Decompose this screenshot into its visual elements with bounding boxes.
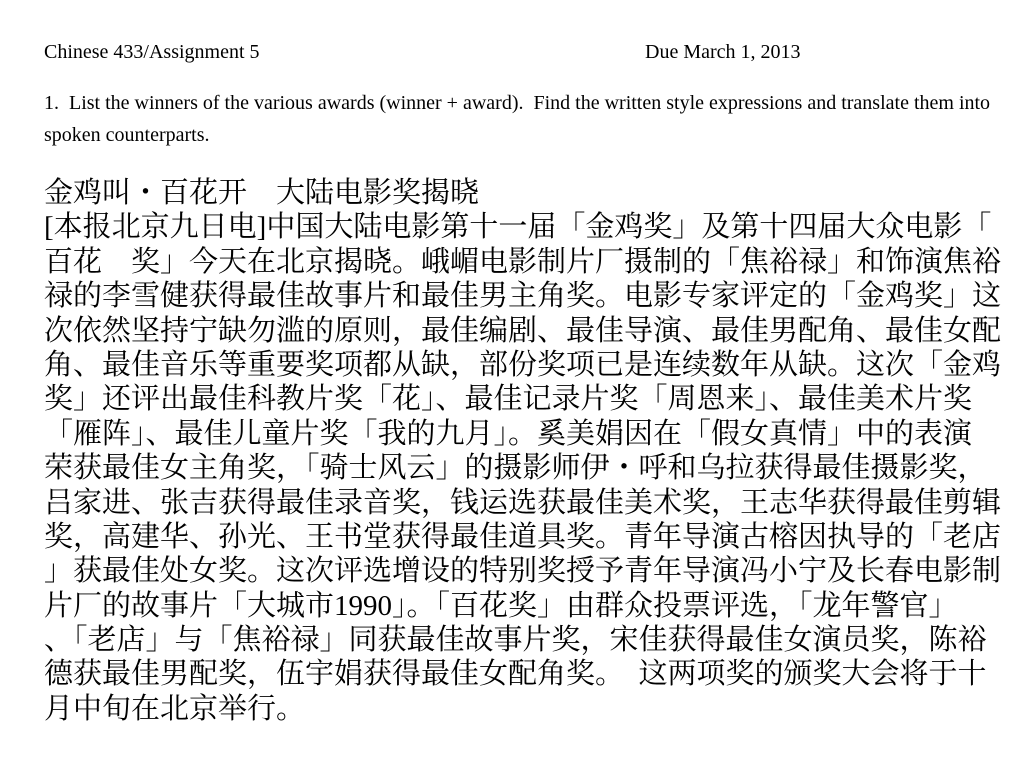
article-line: 角、最佳音乐等重要奖项都从缺，部份奖项已是连续数年从缺。这次「金鸡 (44, 348, 1002, 381)
article-line: 片厂的故事片「大城市1990」。「百花奖」由群众投票评选，「龙年警官」 (44, 589, 958, 622)
article-line: 吕家进、张吉获得最佳录音奖，钱运选获最佳美术奖，王志华获得最佳剪辑 (44, 486, 1002, 519)
due-date: Due March 1, 2013 (645, 41, 801, 63)
article-line: 月中旬在北京举行。 (44, 692, 306, 725)
header-row (44, 40, 1004, 66)
news-article (44, 176, 1016, 726)
article-line: 次依然坚持宁缺勿滥的原则，最佳编剧、最佳导演、最佳男配角、最佳女配 (44, 314, 1002, 347)
article-line: 、「老店」与「焦裕禄」同获最佳故事片奖，宋佳获得最佳女演员奖，陈裕 (44, 624, 987, 657)
article-line: 禄的李雪健获得最佳故事片和最佳男主角奖。电影专家评定的「金鸡奖」这 (44, 280, 1002, 313)
instruction-line-2: spoken counterparts. (44, 124, 210, 146)
article-line: [本报北京九日电]中国大陆电影第十一届「金鸡奖」及第十四届大众电影「 (44, 211, 992, 244)
article-line: 奖」还评出最佳科教片奖「花」、最佳记录片奖「周恩来」、最佳美术片奖 (44, 383, 973, 416)
course-title: Chinese 433/Assignment 5 (44, 41, 260, 63)
article-line: 德获最佳男配奖，伍宇娟获得最佳女配角奖。 这两项奖的颁奖大会将于十 (44, 658, 987, 691)
article-headline: 金鸡叫・百花开 大陆电影奖揭晓 (44, 177, 480, 209)
assignment-instructions (44, 87, 1004, 151)
article-line: 「雁阵」、最佳儿童片奖「我的九月」。奚美娟因在「假女真情」中的表演 (44, 417, 973, 450)
article-line: 百花 奖」今天在北京揭晓。峨嵋电影制片厂摄制的「焦裕禄」和饰演焦裕 (44, 245, 1002, 278)
article-line: 奖，高建华、孙光、王书堂获得最佳道具奖。青年导演古榕因执导的「老店 (44, 520, 1002, 553)
instruction-line-1: 1. List the winners of the various awards (winner + award). Find the written style expressions and translate them into (44, 92, 991, 114)
article-line: 」获最佳处女奖。这次评选增设的特别奖授予青年导演冯小宁及长春电影制 (44, 555, 1002, 588)
article-line: 荣获最佳女主角奖，「骑士风云」的摄影师伊・呼和乌拉获得最佳摄影奖， (44, 452, 987, 485)
